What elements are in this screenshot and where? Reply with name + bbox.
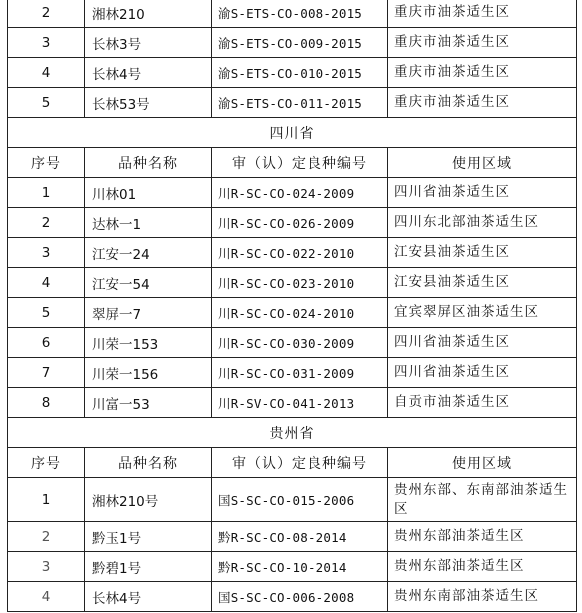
row-number: 2 [8,522,85,552]
variety-name: 黔碧1号 [85,552,212,582]
table-row [8,298,577,328]
usage-area: 四川省油茶适生区 [388,328,577,358]
variety-code: 渝S-ETS-CO-008-2015 [212,0,388,28]
variety-code: 川R-SC-CO-024-2009 [212,178,388,208]
header-row [8,148,577,178]
row-number: 1 [8,478,85,522]
row-number: 8 [8,388,85,418]
row-number: 4 [8,582,85,612]
table-row [8,552,577,582]
variety-code: 国S-SC-CO-006-2008 [212,582,388,612]
table-row [8,0,577,28]
table-row [8,328,577,358]
table-row [8,268,577,298]
table-row [8,582,577,612]
variety-name: 川荣一156 [85,358,212,388]
row-number: 7 [8,358,85,388]
table-row [8,478,577,522]
variety-code: 川R-SC-CO-023-2010 [212,268,388,298]
variety-name: 长林4号 [85,58,212,88]
variety-name: 川林01 [85,178,212,208]
province-title: 四川省 [8,118,577,148]
variety-code: 国S-SC-CO-015-2006 [212,478,388,522]
usage-area: 自贡市油茶适生区 [388,388,577,418]
usage-area: 江安县油茶适生区 [388,268,577,298]
row-number: 2 [8,0,85,28]
row-number: 3 [8,28,85,58]
usage-area: 宜宾翠屏区油茶适生区 [388,298,577,328]
usage-area: 四川东北部油茶适生区 [388,208,577,238]
table-row [8,238,577,268]
variety-name: 长林4号 [85,582,212,612]
variety-code: 黔R-SC-CO-08-2014 [212,522,388,552]
row-number: 3 [8,238,85,268]
header-area: 使用区域 [388,448,577,478]
table-row [8,358,577,388]
variety-code: 渝S-ETS-CO-011-2015 [212,88,388,118]
province-title: 贵州省 [8,418,577,448]
usage-area: 重庆市油茶适生区 [388,0,577,28]
variety-name: 川富一53 [85,388,212,418]
header-row [8,448,577,478]
header-area: 使用区域 [388,148,577,178]
header-name: 品种名称 [85,148,212,178]
usage-area: 江安县油茶适生区 [388,238,577,268]
row-number: 2 [8,208,85,238]
row-number: 3 [8,552,85,582]
variety-name: 长林3号 [85,28,212,58]
variety-code: 黔R-SC-CO-10-2014 [212,552,388,582]
usage-area: 贵州东部、东南部油茶适生区 [388,478,577,522]
variety-code: 川R-SC-CO-022-2010 [212,238,388,268]
usage-area: 重庆市油茶适生区 [388,28,577,58]
variety-name: 江安一24 [85,238,212,268]
variety-name: 湘林210号 [85,478,212,522]
header-no: 序号 [8,148,85,178]
variety-name: 江安一54 [85,268,212,298]
header-code: 审（认）定良种编号 [212,448,388,478]
table-row [8,208,577,238]
usage-area: 四川省油茶适生区 [388,358,577,388]
header-no: 序号 [8,448,85,478]
province-row [8,118,577,148]
variety-code: 川R-SC-CO-024-2010 [212,298,388,328]
usage-area: 贵州东部油茶适生区 [388,522,577,552]
table-row [8,388,577,418]
variety-name: 川荣一153 [85,328,212,358]
table-row [8,88,577,118]
variety-name: 达林一1 [85,208,212,238]
row-number: 4 [8,268,85,298]
row-number: 1 [8,178,85,208]
variety-code: 渝S-ETS-CO-009-2015 [212,28,388,58]
province-row [8,418,577,448]
variety-name: 长林53号 [85,88,212,118]
variety-code: 渝S-ETS-CO-010-2015 [212,58,388,88]
usage-area: 贵州东南部油茶适生区 [388,582,577,612]
row-number: 5 [8,298,85,328]
variety-code: 川R-SC-CO-026-2009 [212,208,388,238]
table-row [8,178,577,208]
variety-code: 川R-SC-CO-031-2009 [212,358,388,388]
row-number: 6 [8,328,85,358]
usage-area: 贵州东部油茶适生区 [388,552,577,582]
variety-code: 川R-SC-CO-030-2009 [212,328,388,358]
variety-table [7,0,577,612]
variety-code: 川R-SV-CO-041-2013 [212,388,388,418]
table-row [8,58,577,88]
header-name: 品种名称 [85,448,212,478]
usage-area: 四川省油茶适生区 [388,178,577,208]
usage-area: 重庆市油茶适生区 [388,58,577,88]
row-number: 5 [8,88,85,118]
variety-name: 黔玉1号 [85,522,212,552]
variety-name: 翠屏一7 [85,298,212,328]
header-code: 审（认）定良种编号 [212,148,388,178]
table-row [8,28,577,58]
table-row [8,522,577,552]
row-number: 4 [8,58,85,88]
usage-area: 重庆市油茶适生区 [388,88,577,118]
variety-name: 湘林210 [85,0,212,28]
